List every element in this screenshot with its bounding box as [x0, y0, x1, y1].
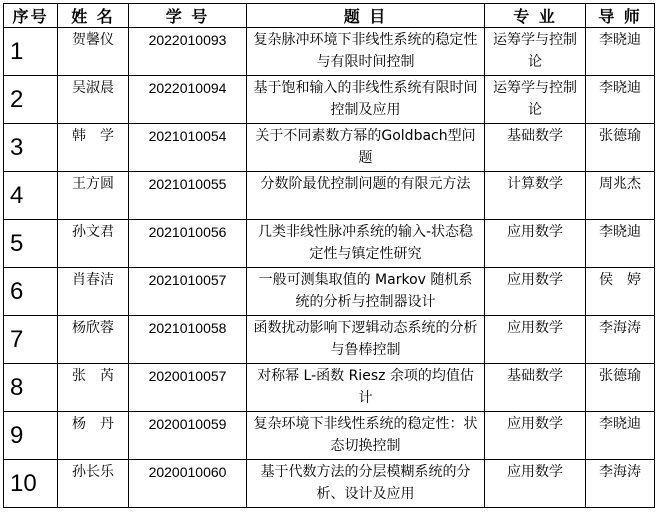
thesis-title: 复杂环境下非线性系统的稳定性：状态切换控制: [247, 412, 485, 460]
thesis-title: 基于代数方法的分层模糊系统的分析、设计及应用: [247, 460, 485, 508]
thesis-title: 对称幂 L-函数 Riesz 余项的均值估计: [247, 364, 485, 412]
row-index: 10: [4, 460, 58, 508]
student-id: 2022010094: [129, 76, 247, 124]
thesis-title: 几类非线性脉冲系统的输入-状态稳定性与镇定性研究: [247, 220, 485, 268]
thesis-title: 函数扰动影响下逻辑动态系统的分析与鲁棒控制: [247, 316, 485, 364]
thesis-title: 复杂脉冲环境下非线性系统的稳定性与有限时间控制: [247, 28, 485, 76]
table-row: [4, 124, 655, 172]
student-id: 2020010060: [129, 460, 247, 508]
thesis-title: 关于不同素数方幂的Goldbach型问题: [247, 124, 485, 172]
table-row: [4, 220, 655, 268]
thesis-table: [3, 3, 655, 508]
student-id: 2021010056: [129, 220, 247, 268]
student-name: 杨 丹: [58, 412, 129, 460]
student-name: 王方圆: [58, 172, 129, 220]
row-index: 7: [4, 316, 58, 364]
student-name: 贺馨仪: [58, 28, 129, 76]
advisor: 周兆杰: [586, 172, 655, 220]
student-name: 杨欣蓉: [58, 316, 129, 364]
advisor: 张德瑜: [586, 124, 655, 172]
student-id: 2021010055: [129, 172, 247, 220]
student-name: 孙文君: [58, 220, 129, 268]
student-id: 2021010057: [129, 268, 247, 316]
major: 应用数学: [485, 412, 586, 460]
row-index: 4: [4, 172, 58, 220]
row-index: 6: [4, 268, 58, 316]
student-id: 2021010054: [129, 124, 247, 172]
student-name: 肖春洁: [58, 268, 129, 316]
major: 应用数学: [485, 268, 586, 316]
thesis-title: 一般可测集取值的 Markov 随机系统的分析与控制器设计: [247, 268, 485, 316]
major: 运筹学与控制论: [485, 76, 586, 124]
table-row: [4, 76, 655, 124]
advisor: 李晓迪: [586, 76, 655, 124]
student-id: 2020010059: [129, 412, 247, 460]
student-id: 2022010093: [129, 28, 247, 76]
header-row: [4, 4, 655, 28]
student-name: 张 芮: [58, 364, 129, 412]
major: 基础数学: [485, 364, 586, 412]
row-index: 3: [4, 124, 58, 172]
header-index: 序号: [4, 4, 58, 28]
student-name: 韩 学: [58, 124, 129, 172]
row-index: 2: [4, 76, 58, 124]
student-name: 孙长乐: [58, 460, 129, 508]
header-advisor: 导 师: [586, 4, 655, 28]
header-name: 姓 名: [58, 4, 129, 28]
table-row: [4, 28, 655, 76]
thesis-title: 分数阶最优控制问题的有限元方法: [247, 172, 485, 220]
student-id: 2020010057: [129, 364, 247, 412]
major: 应用数学: [485, 460, 586, 508]
table-row: [4, 412, 655, 460]
advisor: 李晓迪: [586, 28, 655, 76]
thesis-title: 基于饱和输入的非线性系统有限时间控制及应用: [247, 76, 485, 124]
advisor: 李晓迪: [586, 220, 655, 268]
student-name: 吴淑晨: [58, 76, 129, 124]
table-row: [4, 460, 655, 508]
row-index: 9: [4, 412, 58, 460]
major: 基础数学: [485, 124, 586, 172]
header-student-id: 学 号: [129, 4, 247, 28]
row-index: 1: [4, 28, 58, 76]
major: 运筹学与控制论: [485, 28, 586, 76]
advisor: 李海涛: [586, 316, 655, 364]
table-row: [4, 172, 655, 220]
header-title: 题 目: [247, 4, 485, 28]
major: 应用数学: [485, 316, 586, 364]
major: 应用数学: [485, 220, 586, 268]
advisor: 张德瑜: [586, 364, 655, 412]
table-row: [4, 316, 655, 364]
student-id: 2021010058: [129, 316, 247, 364]
row-index: 5: [4, 220, 58, 268]
advisor: 李晓迪: [586, 412, 655, 460]
table-header: [4, 4, 655, 28]
advisor: 李海涛: [586, 460, 655, 508]
table-row: [4, 268, 655, 316]
table-body: [4, 28, 655, 508]
advisor: 侯 婷: [586, 268, 655, 316]
table-row: [4, 364, 655, 412]
header-major: 专 业: [485, 4, 586, 28]
row-index: 8: [4, 364, 58, 412]
major: 计算数学: [485, 172, 586, 220]
